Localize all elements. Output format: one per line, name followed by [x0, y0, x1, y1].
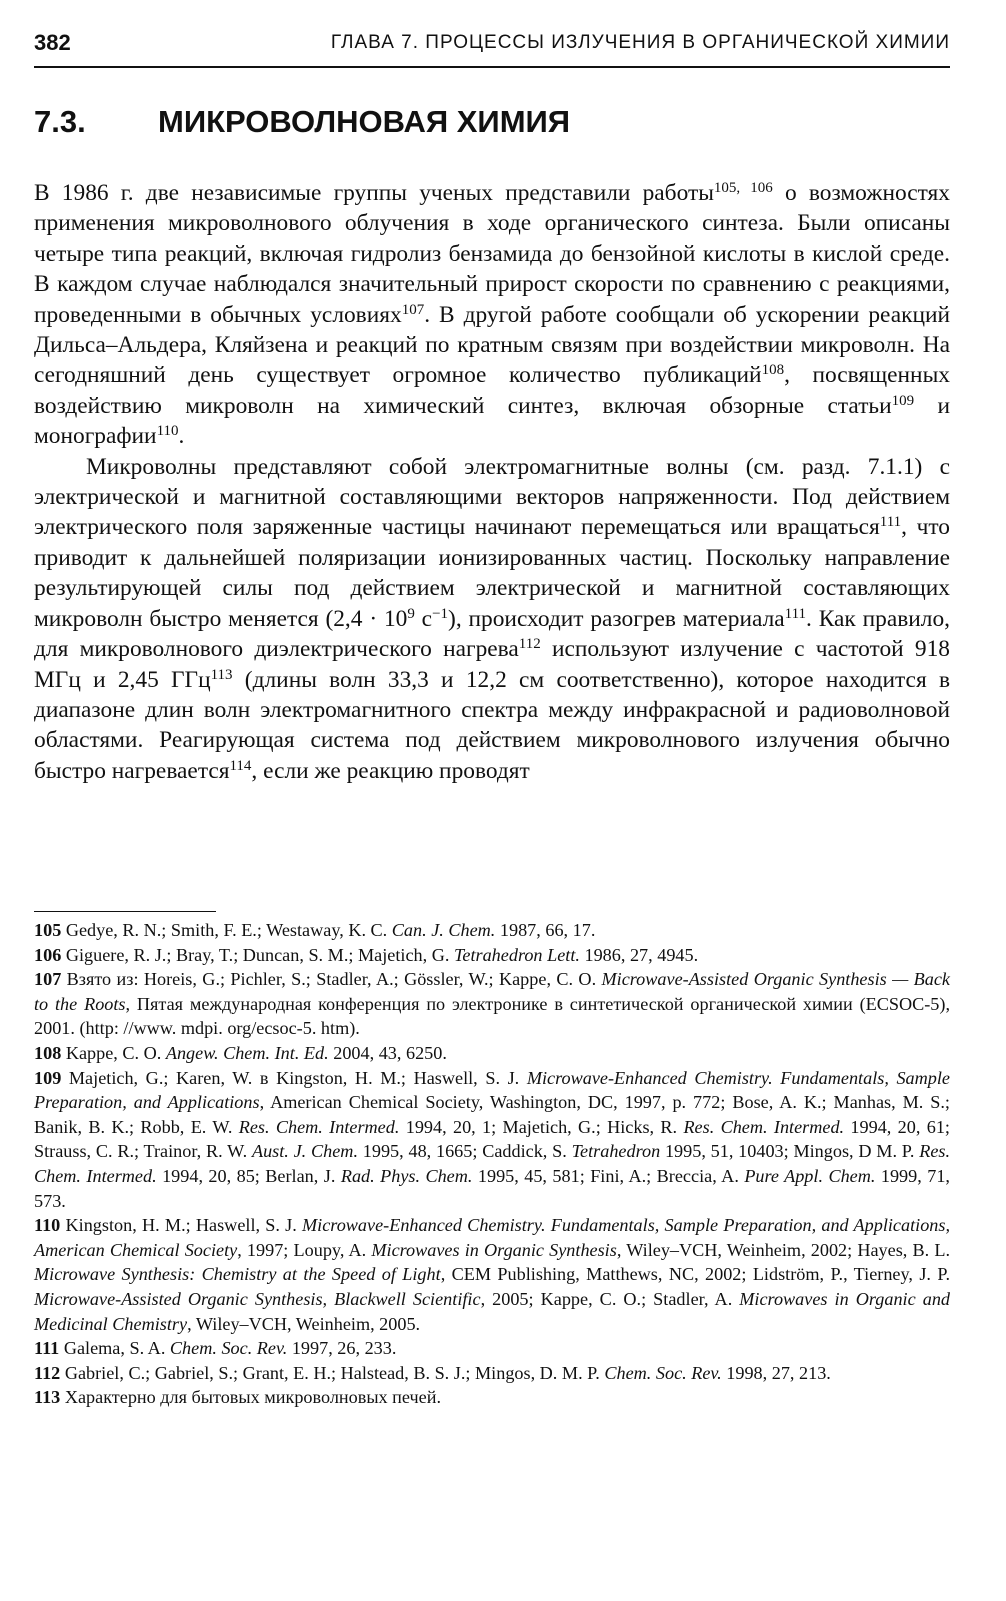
text-run: 1999, 71, 573. — [34, 1165, 950, 1211]
citation-title: Can. J. Chem. — [391, 920, 496, 940]
footnote-number: 113 — [34, 1387, 61, 1408]
footnote-ref: 109 — [891, 392, 915, 409]
text-run: , если же реакцию проводят — [251, 757, 530, 784]
running-title: ГЛАВА 7. ПРОЦЕССЫ ИЗЛУЧЕНИЯ В ОРГАНИЧЕСКОЙ ХИМИИ — [330, 32, 950, 53]
footnote — [34, 918, 950, 943]
text-run: 1995, 48, 1665; Caddick, S. — [358, 1141, 572, 1162]
footnote-number: 111 — [34, 1338, 60, 1359]
citation-title: Res. Chem. Intermed. — [34, 1141, 951, 1186]
text-run: и монографии — [34, 392, 950, 450]
footnote — [34, 1213, 950, 1336]
footnote-number: 107 — [34, 969, 62, 990]
footnote-ref: 9 — [407, 605, 415, 622]
text-run: Взято из: Horeis, G.; Pichler, S.; Stadler, A.; Gössler, W.; Kappe, C. O. — [66, 969, 602, 990]
text-run: Giguere, R. J.; Bray, T.; Duncan, S. M.; Majetich, G. — [65, 944, 454, 965]
citation-title: Chem. Soc. Rev. — [169, 1338, 288, 1359]
text-run: Характерно для бытовых микроволновых печей. — [64, 1387, 442, 1408]
text-run: , CEM Publishing, Matthews, NC, 2002; Lidström, P., Tierney, J. P. — [440, 1264, 950, 1285]
section-heading — [34, 104, 570, 140]
text-run: , Wiley–VCH, Weinheim, 2002; Hayes, B. L. — [616, 1239, 950, 1260]
citation-title: Microwaves in Organic Synthesis — [371, 1239, 617, 1260]
footnote-ref: 111 — [879, 514, 902, 531]
footnote-number: 109 — [34, 1067, 62, 1088]
footnote-divider — [34, 911, 216, 912]
footnote-number: 112 — [34, 1362, 61, 1383]
text-run: . В другой работе сообщали об ускорении реакций Дильса–Альдера, Кляйзена и реакций по кратным связям при воздействии микроволн. На сегодняшний день существует огромное количество публикаций — [34, 301, 951, 389]
body-text — [34, 178, 950, 786]
text-run: 1995, 51, 10403; Mingos, D M. P. — [660, 1141, 920, 1162]
text-run: 1997, 26, 233. — [287, 1338, 397, 1359]
citation-title: Pure Appl. Chem. — [744, 1165, 876, 1186]
footnotes — [34, 918, 950, 1410]
footnote-number: 105 — [34, 920, 62, 940]
text-run: 1995, 45, 581; Fini, A.; Breccia, A. — [472, 1165, 745, 1186]
text-run: 1994, 20, 85; Berlan, J. — [156, 1165, 341, 1186]
text-run: , 1997; Loupy, A. — [237, 1239, 372, 1260]
text-run: . — [178, 423, 185, 450]
citation-title: Aust. J. Chem. — [251, 1141, 358, 1162]
text-run: , American Chemical Society, Washington, DC, 1997, p. 772; Bose, A. K.; Manhas, M. S.; Banik, B. K.; Robb, E. W. — [34, 1092, 950, 1137]
book-page — [34, 0, 950, 1601]
footnote-ref: 113 — [210, 666, 233, 683]
text-run: Микроволны представляют собой электромагнитные волны (см. разд. 7.1.1) с электрической и магнитной составляющими векторов напряженности. Под действием электрического поля заряженные частицы начинают перемещаться или вращаться — [34, 453, 950, 541]
text-run: . Как правило, для микроволнового диэлектрического нагрева — [34, 605, 950, 663]
citation-title: Tetrahedron Lett. — [453, 944, 580, 965]
text-run: 1994, 20, 1; Majetich, G.; Hicks, R. — [399, 1116, 684, 1137]
text-run: 1998, 27, 213. — [721, 1362, 831, 1383]
text-run: Galema, S. A. — [63, 1338, 170, 1359]
footnote-ref: 107 — [401, 301, 425, 318]
text-run: с — [414, 605, 433, 632]
text-run: Gabriel, C.; Gabriel, S.; Grant, E. H.; Halstead, B. S. J.; Mingos, D. M. P. — [64, 1362, 605, 1383]
footnote-ref: 114 — [229, 757, 252, 774]
paragraph — [34, 452, 950, 786]
footnote — [34, 1336, 950, 1361]
footnote — [34, 1041, 950, 1066]
text-run: 2004, 43, 6250. — [328, 1042, 447, 1063]
page-number: 382 — [34, 30, 71, 55]
footnote-ref: 112 — [518, 636, 541, 653]
citation-title: Microwave-Enhanced Chemistry. Fundamentals, Sample Preparation, and Applications, American Chemical Society — [34, 1215, 951, 1260]
citation-title: Microwaves in Organic and Medicinal Chemistry — [34, 1288, 951, 1334]
citation-title: Angew. Chem. Int. Ed. — [165, 1042, 329, 1063]
text-run: о возможностях применения микроволнового облучения в ходе органического синтеза. Были описаны четыре типа реакций, включая гидролиз бензамида до бензойной кислоты в кислой среде. В каждом случае наблюдался значительный прирост скорости по сравнению с реакциями, проведенными в обычных условиях — [34, 180, 950, 328]
text-run: , Пятая международная конференция по электронике в синтетической органической химии (ECSOC-5), 2001. (http: //www. mdpi. org/ecsoc-5. htm). — [34, 993, 950, 1039]
text-run: , Wiley–VCH, Weinheim, 2005. — [187, 1313, 421, 1334]
section-title: МИКРОВОЛНОВАЯ ХИМИЯ — [158, 104, 571, 139]
text-run: 1986, 27, 4945. — [579, 944, 699, 965]
section-number: 7.3. — [34, 104, 86, 139]
text-run: Kingston, H. M.; Haswell, S. J. — [65, 1215, 303, 1236]
citation-title: Res. Chem. Intermed. — [238, 1116, 400, 1137]
page-header — [34, 26, 950, 68]
footnote-number: 108 — [34, 1042, 62, 1063]
text-run: Majetich, G.; Karen, W. в Kingston, H. M.; Haswell, S. J. — [68, 1067, 527, 1088]
footnote-ref: 111 — [784, 605, 807, 622]
paragraph — [34, 178, 950, 452]
text-run: Gedye, R. N.; Smith, F. E.; Westaway, K. C. — [65, 920, 392, 940]
citation-title: Microwave-Assisted Organic Synthesis — Back to the Roots — [34, 969, 950, 1014]
text-run: , что приводит к дальнейшей поляризации ионизированных частиц. Поскольку направление результирующей силы под действием электрической и магнитной составляющих микроволн быстро меняется (2,4 · 10 — [34, 514, 950, 632]
footnote — [34, 1385, 950, 1410]
citation-title: Chem. Soc. Rev. — [604, 1362, 722, 1383]
footnote-ref: 110 — [156, 423, 179, 440]
text-run: , 2005; Kappe, C. O.; Stadler, A. — [480, 1288, 740, 1309]
text-run: используют излучение с частотой 918 МГц и 2,45 ГГц — [34, 636, 950, 693]
citation-title: Rad. Phys. Chem. — [340, 1165, 473, 1186]
citation-title: Tetrahedron — [571, 1141, 661, 1162]
footnote-ref: 108 — [761, 362, 785, 379]
citation-title: Microwave Synthesis: Chemistry at the Speed of Light — [34, 1264, 441, 1285]
footnote — [34, 967, 950, 1041]
footnote — [34, 943, 950, 968]
footnote — [34, 1361, 950, 1386]
citation-title: Microwave-Enhanced Chemistry. Fundamentals, Sample Preparation, and Applications — [34, 1067, 951, 1113]
text-run: 1987, 66, 17. — [495, 920, 596, 940]
citation-title: Microwave-Assisted Organic Synthesis, Blackwell Scientific — [34, 1288, 481, 1309]
footnote-ref: −1 — [432, 605, 449, 622]
citation-title: Res. Chem. Intermed. — [683, 1116, 845, 1137]
footnote-number: 106 — [34, 944, 62, 965]
footnote-ref: 105, 106 — [713, 180, 773, 196]
footnote — [34, 1066, 950, 1214]
text-run: В 1986 г. две независимые группы ученых представили работы — [34, 180, 714, 206]
text-run: 1994, 20, 61; Strauss, C. R.; Trainor, R. W. — [34, 1116, 950, 1162]
text-run: (длины волн 33,3 и 12,2 см соответственно), которое находится в диапазоне длин волн электромагнитного спектра между инфракрасной и радиоволновой областями. Реагирующая система под действием микроволнового излучения обычно быстро нагревается — [34, 666, 950, 784]
footnote-number: 110 — [34, 1215, 61, 1236]
text-run: ), происходит разогрев материала — [448, 605, 785, 632]
text-run: Kappe, C. O. — [65, 1042, 166, 1063]
text-run: , посвященных воздействию микроволн на химический синтез, включая обзорные статьи — [34, 362, 950, 419]
